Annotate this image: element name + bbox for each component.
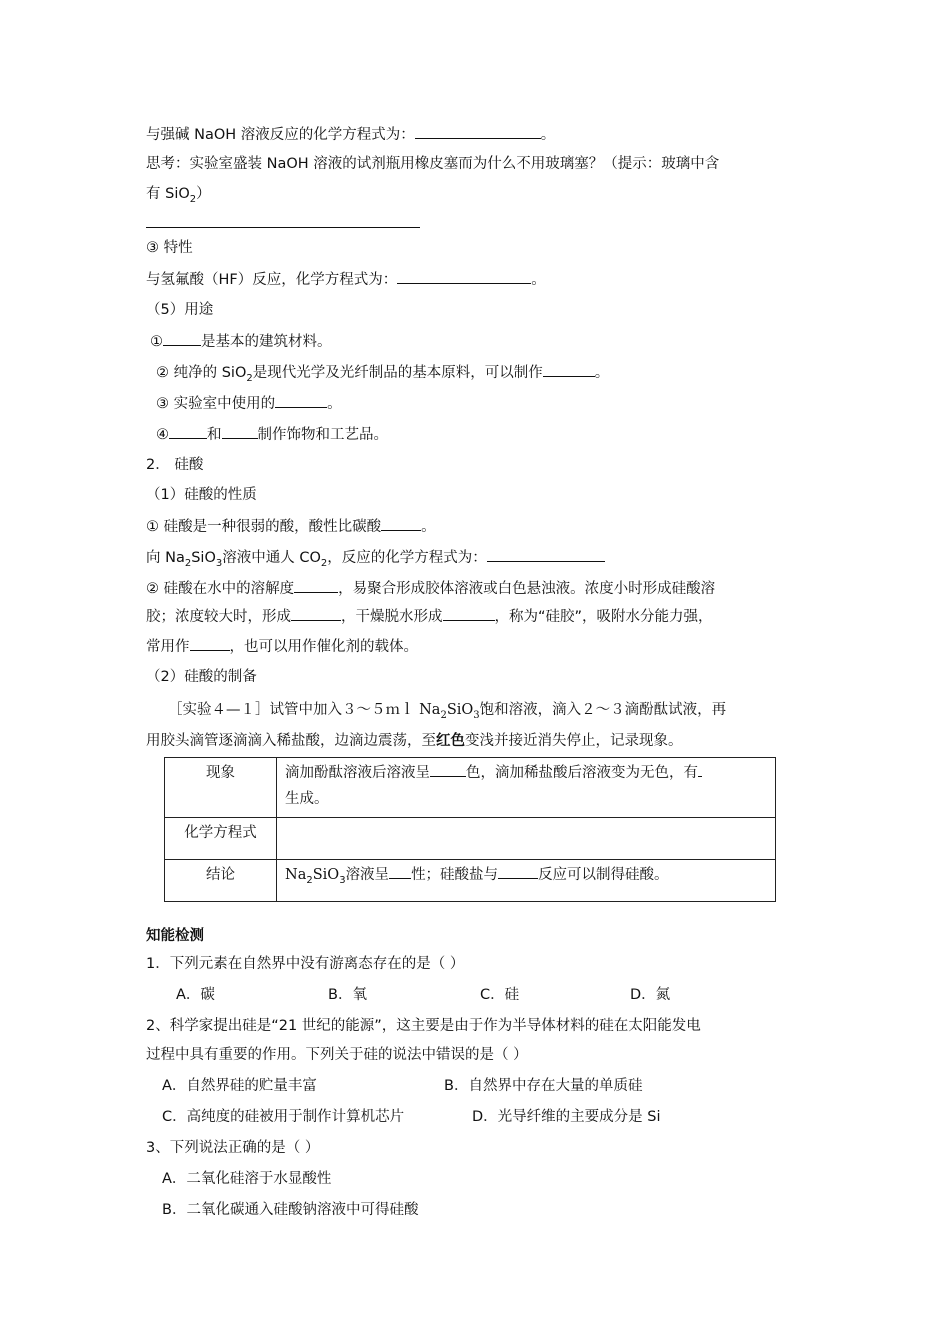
row-header: 化学方程式	[165, 818, 277, 860]
answer-blank[interactable]	[389, 864, 411, 879]
row-header: 结论	[165, 860, 277, 902]
answer-blank[interactable]	[169, 424, 207, 439]
row-header: 现象	[165, 758, 277, 818]
use-heading: （5）用途	[146, 302, 214, 318]
answer-blank[interactable]	[698, 762, 702, 777]
q1-option-c[interactable]: C．硅	[480, 987, 520, 1003]
use-item-1: ① 是基本的建筑材料。	[150, 331, 332, 352]
preparation-heading: （2）硅酸的制备	[146, 669, 257, 685]
acid-properties-heading: （1）硅酸的性质	[146, 487, 257, 503]
question-1: 1．下列元素在自然界中没有游离态存在的是（ ）	[146, 956, 465, 972]
experiment-line-2: 用胶头滴管逐滴滴入稀盐酸，边滴边震荡，至红色变浅并接近消失停止，记录现象。	[146, 733, 683, 749]
q2-option-d[interactable]: D．光导纤维的主要成分是 Si	[472, 1109, 661, 1125]
question-2: 2、科学家提出硅是“21 世纪的能源”，这主要是由于作为半导体材料的硅在太阳能发电	[146, 1018, 701, 1034]
experiment-table	[164, 757, 776, 902]
answer-blank[interactable]	[430, 762, 466, 777]
answer-blank[interactable]	[381, 516, 421, 531]
hf-equation-line: 与氢氟酸（HF）反应，化学方程式为： 。	[146, 269, 546, 290]
q2-option-b[interactable]: B．自然界中存在大量的单质硅	[444, 1078, 643, 1094]
q2-option-c[interactable]: C．高纯度的硅被用于制作计算机芯片	[162, 1109, 405, 1125]
question-3: 3、下列说法正确的是（ ）	[146, 1140, 320, 1156]
solubility-line-3: 常用作 ，也可以用作催化剂的载体。	[146, 636, 418, 657]
q1-option-d[interactable]: D．氮	[630, 987, 671, 1003]
think-question-line-2: 有 SiO$_2$）	[146, 186, 211, 205]
use-item-2: ② 纯净的 SiO$_2$是现代光学及光纤制品的基本原料，可以制作 。	[156, 362, 609, 383]
q1-option-b[interactable]: B．氧	[328, 987, 367, 1003]
table-cell: 滴加酚酞溶液后溶液呈 色，滴加稀盐酸后溶液变为无色，有 生成。	[277, 758, 776, 818]
table-cell: $Na_2SiO_3$溶液呈 性；硅酸盐与 反应可以制得硅酸。	[277, 860, 776, 902]
answer-blank[interactable]	[163, 331, 201, 346]
q3-option-a[interactable]: A．二氧化硅溶于水显酸性	[162, 1171, 332, 1187]
answer-blank[interactable]	[291, 606, 341, 621]
answer-blank[interactable]	[294, 578, 338, 593]
answer-blank[interactable]	[487, 547, 605, 562]
question-2-cont: 过程中具有重要的作用。下列关于硅的说法中错误的是（ ）	[146, 1047, 528, 1063]
experiment-line-1: ［实验４—１］试管中加入３～５ｍｌ $Na_2SiO_3$饱和溶液，滴入２～３滴酚酞试液，再	[168, 702, 727, 721]
acid-item-1: ① 硅酸是一种很弱的酸，酸性比碳酸 。	[146, 516, 436, 537]
naoh-equation-line: 与强碱 NaOH 溶液反应的化学方程式为： 。	[146, 124, 555, 145]
think-question-line: 思考：实验室盛装 NaOH 溶液的试剂瓶用橡皮塞而为什么不用玻璃塞？（提示：玻璃中含	[146, 156, 720, 172]
solubility-line-1: ② 硅酸在水中的溶解度 ，易聚合形成胶体溶液或白色悬浊液。浓度小时形成硅酸溶	[146, 578, 715, 599]
table-row	[165, 818, 776, 860]
co2-equation-line: 向 $Na_2SiO_3$溶液中通人 $CO_2$，反应的化学方程式为：	[146, 547, 605, 568]
table-row	[165, 860, 776, 902]
answer-blank[interactable]	[275, 393, 327, 408]
special-heading: ③ 特性	[146, 240, 193, 256]
silicic-acid-heading: 2． 硅酸	[146, 457, 204, 473]
solubility-line-2: 胶；浓度较大时，形成 ，干燥脱水形成 ，称为“硅胶”，吸附水分能力强，	[146, 606, 713, 627]
answer-blank[interactable]	[443, 606, 495, 621]
q1-option-a[interactable]: A．碳	[176, 987, 215, 1003]
answer-blank[interactable]	[498, 864, 538, 879]
table-row	[165, 758, 776, 818]
q3-option-b[interactable]: B．二氧化碳通入硅酸钠溶液中可得硅酸	[162, 1202, 419, 1218]
use-item-3: ③ 实验室中使用的 。	[156, 393, 342, 414]
answer-blank[interactable]	[415, 124, 541, 139]
q2-option-a[interactable]: A．自然界硅的贮量丰富	[162, 1078, 317, 1094]
use-item-4: ④ 和 制作饰物和工艺品。	[156, 424, 388, 445]
quiz-title: 知能检测	[146, 928, 204, 944]
answer-blank[interactable]	[397, 269, 531, 284]
table-cell[interactable]	[277, 818, 776, 860]
answer-line[interactable]	[146, 227, 420, 228]
answer-blank[interactable]	[543, 362, 595, 377]
answer-blank[interactable]	[222, 424, 258, 439]
answer-blank[interactable]	[190, 636, 230, 651]
